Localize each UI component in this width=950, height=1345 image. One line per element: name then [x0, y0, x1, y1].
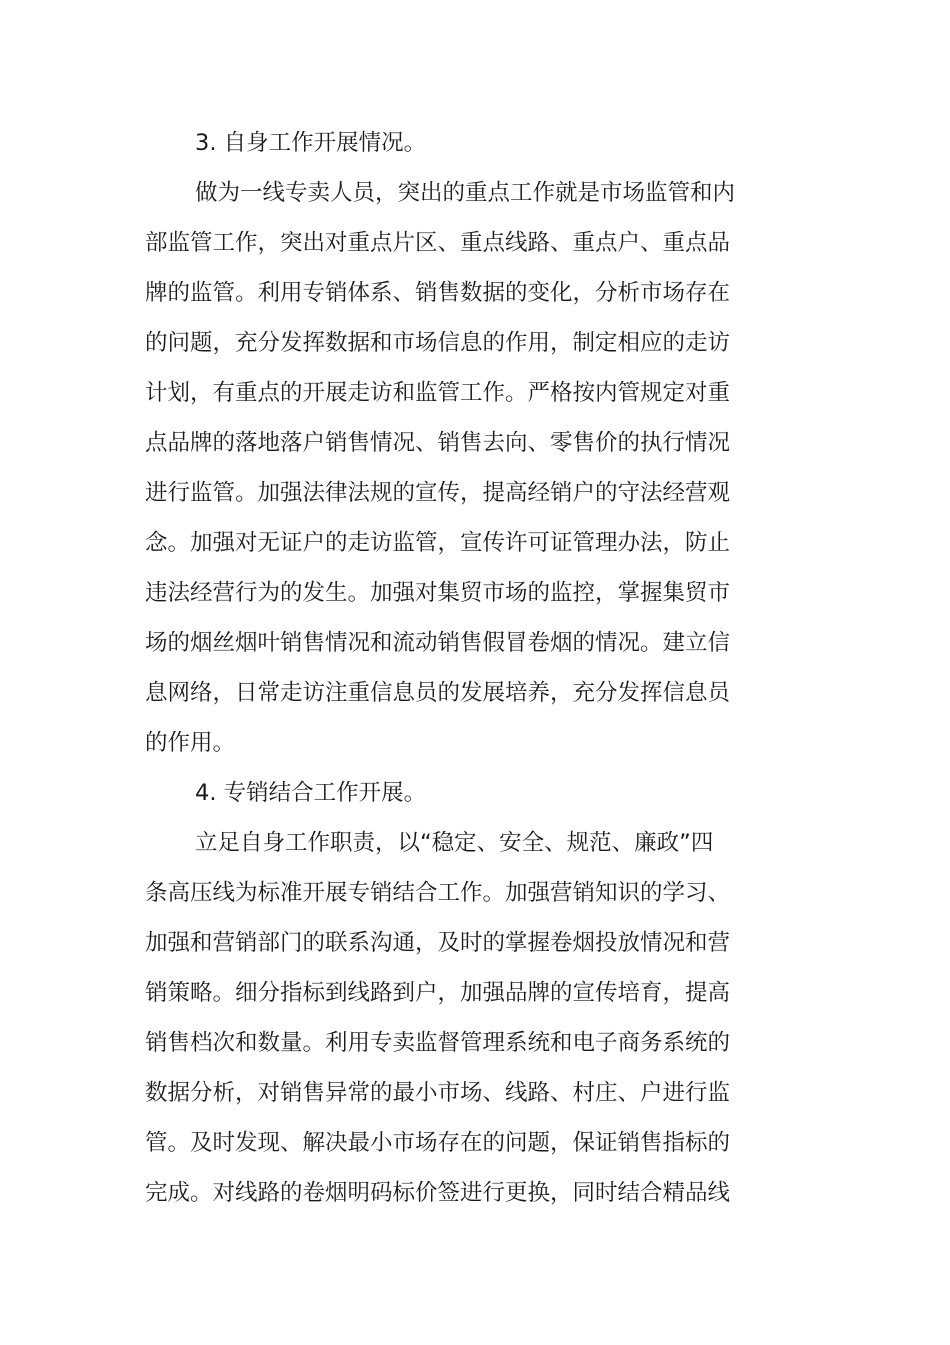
paragraph-line: 管。及时发现、解决最小市场存在的问题，保证销售指标的 [145, 1130, 731, 1156]
paragraph-line: 牌的监管。利用专销体系、销售数据的变化，分析市场存在 [145, 280, 731, 306]
section-heading-3: 3. 自身工作开展情况。 [195, 130, 427, 156]
paragraph-line: 立足自身工作职责，以“稳定、安全、规范、廉政”四 [195, 830, 714, 856]
paragraph-line: 做为一线专卖人员，突出的重点工作就是市场监管和内 [195, 180, 736, 206]
paragraph-line: 息网络，日常走访注重信息员的发展培养，充分发挥信息员 [145, 680, 731, 706]
paragraph-line: 场的烟丝烟叶销售情况和流动销售假冒卷烟的情况。建立信 [145, 630, 731, 656]
section-heading-4: 4. 专销结合工作开展。 [195, 780, 427, 806]
paragraph-line: 念。加强对无证户的走访监管，宣传许可证管理办法，防止 [145, 530, 731, 556]
paragraph-line: 点品牌的落地落户销售情况、销售去向、零售价的执行情况 [145, 430, 731, 456]
paragraph-line: 违法经营行为的发生。加强对集贸市场的监控，掌握集贸市 [145, 580, 731, 606]
paragraph-line: 的作用。 [145, 730, 236, 756]
paragraph-line: 完成。对线路的卷烟明码标价签进行更换，同时结合精品线 [145, 1180, 731, 1206]
paragraph-line: 进行监管。加强法律法规的宣传，提高经销户的守法经营观 [145, 480, 731, 506]
paragraph-line: 的问题，充分发挥数据和市场信息的作用，制定相应的走访 [145, 330, 731, 356]
paragraph-line: 销策略。细分指标到线路到户，加强品牌的宣传培育，提高 [145, 980, 731, 1006]
paragraph-line: 加强和营销部门的联系沟通，及时的掌握卷烟投放情况和营 [145, 930, 731, 956]
paragraph-line: 数据分析，对销售异常的最小市场、线路、村庄、户进行监 [145, 1080, 731, 1106]
paragraph-line: 计划，有重点的开展走访和监管工作。严格按内管规定对重 [145, 380, 731, 406]
paragraph-line: 销售档次和数量。利用专卖监督管理系统和电子商务系统的 [145, 1030, 731, 1056]
paragraph-line: 条高压线为标准开展专销结合工作。加强营销知识的学习、 [145, 880, 731, 906]
document-body [145, 118, 745, 1218]
paragraph-line: 部监管工作，突出对重点片区、重点线路、重点户、重点品 [145, 230, 731, 256]
